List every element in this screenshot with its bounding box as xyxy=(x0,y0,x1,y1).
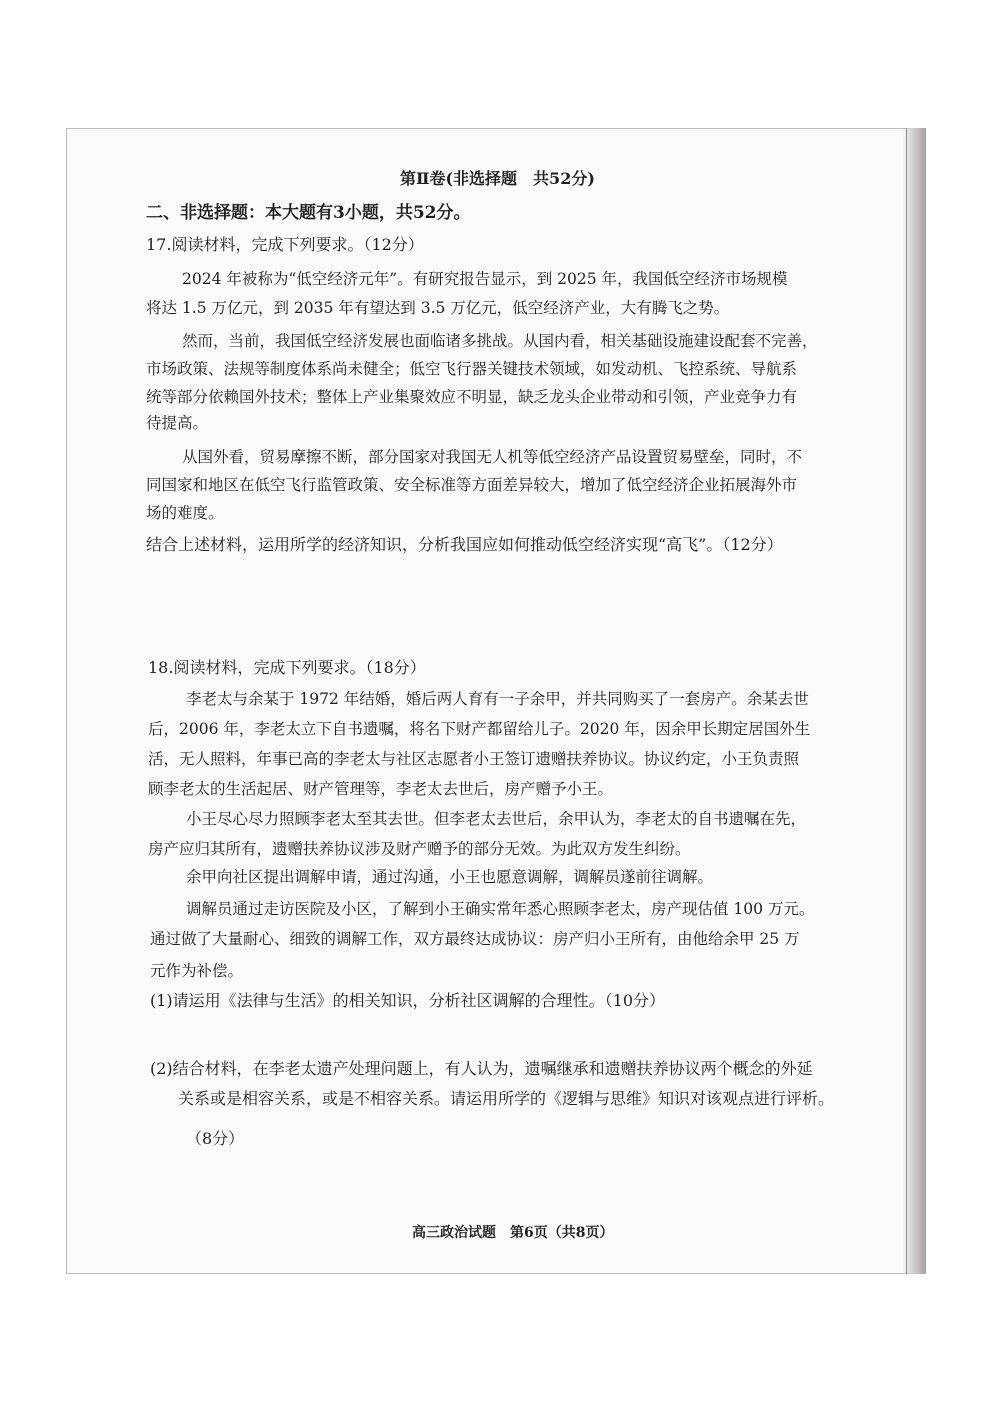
page-footer: 高三政治试题 第6页（共8页） xyxy=(412,1225,614,1241)
q18-heading: 18.阅读材料，完成下列要求。（18分） xyxy=(148,658,426,677)
q17-heading: 17.阅读材料，完成下列要求。（12分） xyxy=(146,235,424,254)
q17-line: 从国外看，贸易摩擦不断，部分国家对我国无人机等低空经济产品设置贸易壁垒，同时，不 xyxy=(182,448,803,466)
q17-line: 2024 年被称为“低空经济元年”。有研究报告显示，到 2025 年，我国低空经济市场规模 xyxy=(182,270,788,288)
q18-line: 元作为补偿。 xyxy=(150,962,244,980)
q18-subquestion-2-score: （8分） xyxy=(186,1129,245,1148)
q17-line: 待提高。 xyxy=(146,414,209,432)
q18-subquestion-2: 关系或是相容关系，或是不相容关系。请运用所学的《逻辑与思维》知识对该观点进行评析。 xyxy=(178,1089,835,1108)
section-heading: 二、非选择题：本大题有3小题，共52分。 xyxy=(146,203,471,223)
q18-line: 后，2006 年，李老太立下自书遗嘱，将名下财产都留给儿子。2020 年，因余甲长期定居国外生 xyxy=(148,720,811,738)
q18-line: 调解员通过走访医院及小区，了解到小王确实常年悉心照顾李老太，房产现估值 100 万元。 xyxy=(186,900,815,918)
q18-line: 李老太与余某于 1972 年结婚，婚后两人育有一子余甲，并共同购买了一套房产。余某去世 xyxy=(186,690,809,708)
q17-line: 场的难度。 xyxy=(146,504,224,522)
q18-subquestion-2: (2)结合材料，在李老太遗产处理问题上，有人认为，遗嘱继承和遗赠扶养协议两个概念的外延 xyxy=(150,1059,813,1078)
q17-line: 同国家和地区在低空飞行监管政策、安全标准等方面差异较大，增加了低空经济企业拓展海外市 xyxy=(146,476,798,494)
q18-line: 顾李老太的生活起居、财产管理等，李老太去世后，房产赠予小王。 xyxy=(148,780,614,798)
q18-line: 活，无人照料，年事已高的李老太与社区志愿者小王签订遗赠扶养协议。协议约定，小王负责照 xyxy=(148,750,800,768)
q18-line: 余甲向社区提出调解申请，通过沟通，小王也愿意调解，调解员遂前往调解。 xyxy=(186,868,714,886)
page-edge-line xyxy=(906,128,907,1274)
q17-line: 市场政策、法规等制度体系尚未健全；低空飞行器关键技术领域，如发动机、飞控系统、导航系 xyxy=(146,360,798,378)
q17-prompt: 结合上述材料，运用所学的经济知识，分析我国应如何推动低空经济实现“高飞”。（12分） xyxy=(146,535,783,554)
q17-line: 然而，当前，我国低空经济发展也面临诸多挑战。从国内看，相关基础设施建设配套不完善， xyxy=(182,332,818,350)
q18-line: 小王尽心尽力照顾李老太至其去世。但李老太去世后，余甲认为，李老太的自书遗嘱在先， xyxy=(186,810,807,828)
section-title: 第Ⅱ卷(非选择题 共52分) xyxy=(400,169,595,188)
q18-line: 房产应归其所有，遗赠扶养协议涉及财产赠予的部分无效。为此双方发生纠纷。 xyxy=(148,840,691,858)
q17-line: 将达 1.5 万亿元，到 2035 年有望达到 3.5 万亿元，低空经济产业，大有腾飞之势。 xyxy=(146,299,730,317)
q18-subquestion-1: (1)请运用《法律与生活》的相关知识，分析社区调解的合理性。（10分） xyxy=(150,991,666,1010)
q18-line: 通过做了大量耐心、细致的调解工作，双方最终达成协议：房产归小王所有，由他给余甲 25 万 xyxy=(150,930,800,948)
q17-line: 统等部分依赖国外技术；整体上产业集聚效应不明显，缺乏龙头企业带动和引领，产业竞争力有 xyxy=(146,388,798,406)
